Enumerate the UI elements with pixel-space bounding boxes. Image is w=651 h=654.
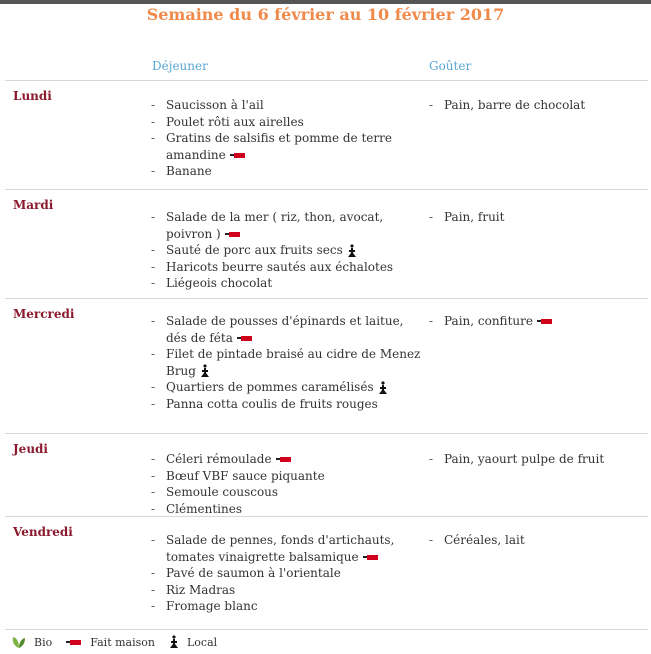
day-label: Lundi bbox=[13, 89, 52, 103]
menu-item bbox=[429, 451, 644, 468]
menu-item bbox=[429, 209, 644, 226]
menu-item bbox=[151, 396, 421, 413]
menu-item-label: Salade de pousses d'épinards et laitue, dés de féta bbox=[166, 314, 404, 345]
menu-item-label: Sauté de porc aux fruits secs bbox=[166, 243, 343, 257]
legend-item bbox=[66, 636, 155, 649]
gouter-cell bbox=[429, 451, 644, 468]
menu-item bbox=[429, 313, 644, 330]
day-row-mercredi bbox=[5, 299, 648, 434]
menu-item bbox=[151, 598, 421, 615]
menu-item-label: Pain, confiture bbox=[444, 314, 533, 328]
day-row-mardi bbox=[5, 190, 648, 299]
fait-maison-icon bbox=[230, 151, 246, 160]
menu-item bbox=[429, 532, 644, 549]
menu-item bbox=[151, 346, 421, 379]
menu-item bbox=[151, 532, 421, 565]
menu-item bbox=[151, 501, 421, 518]
page-title: Semaine du 6 février au 10 février 2017 bbox=[146, 5, 505, 24]
bio-icon bbox=[12, 636, 30, 649]
day-row-vendredi bbox=[5, 517, 648, 630]
menu-item bbox=[151, 163, 421, 180]
menu-item-label: Céréales, lait bbox=[444, 533, 525, 547]
menu-item-label: Saucisson à l'ail bbox=[166, 98, 264, 112]
menu-item-label: Pain, yaourt pulpe de fruit bbox=[444, 452, 605, 466]
menu-item bbox=[151, 209, 421, 242]
local-icon bbox=[200, 364, 210, 378]
legend-label: Bio bbox=[34, 635, 53, 649]
day-label: Mardi bbox=[13, 198, 54, 212]
gouter-cell bbox=[429, 97, 644, 114]
menu-item bbox=[151, 565, 421, 582]
dejeuner-list bbox=[151, 451, 421, 517]
menu-item bbox=[151, 97, 421, 114]
menu-item-label: Salade de la mer ( riz, thon, avocat, poivron ) bbox=[166, 210, 384, 241]
fait-maison-icon bbox=[66, 638, 86, 647]
menu-item-label: Gratins de salsifis et pomme de terre amandine bbox=[166, 131, 392, 162]
top-border bbox=[0, 0, 651, 4]
menu-item bbox=[151, 114, 421, 131]
local-icon bbox=[378, 381, 388, 395]
local-icon bbox=[169, 635, 183, 649]
menu-item-label: Céleri rémoulade bbox=[166, 452, 272, 466]
menu-item-label: Pavé de saumon à l'orientale bbox=[166, 566, 341, 580]
menu-item bbox=[151, 468, 421, 485]
gouter-list bbox=[429, 209, 644, 226]
menu-item-label: Liégeois chocolat bbox=[166, 276, 273, 290]
day-row-lundi bbox=[5, 81, 648, 190]
day-label: Jeudi bbox=[13, 442, 48, 456]
menu-item-label: Riz Madras bbox=[166, 582, 236, 597]
dejeuner-cell bbox=[151, 97, 421, 180]
gouter-cell bbox=[429, 209, 644, 226]
menu-item-label: Semoule couscous bbox=[166, 485, 279, 499]
menu-item bbox=[151, 484, 421, 501]
menu-item-label: Filet de pintade braisé au cidre de Menez Brug bbox=[166, 347, 421, 378]
legend-label: Fait maison bbox=[90, 635, 155, 649]
menu-item bbox=[429, 97, 644, 114]
menu-item-label: Quartiers de pommes caramélisés bbox=[166, 380, 374, 394]
dejeuner-cell bbox=[151, 209, 421, 292]
menu-item bbox=[151, 242, 421, 259]
menu-item bbox=[151, 451, 421, 468]
menu-table bbox=[5, 80, 648, 630]
menu-item-label: Pain, fruit bbox=[444, 210, 505, 224]
menu-item bbox=[151, 379, 421, 396]
dejeuner-list bbox=[151, 97, 421, 180]
dejeuner-cell bbox=[151, 532, 421, 615]
menu-item-label: Salade de pennes, fonds d'artichauts, tomates vinaigrette balsamique bbox=[166, 533, 395, 564]
dejeuner-cell bbox=[151, 451, 421, 517]
legend-item bbox=[169, 635, 217, 649]
gouter-list bbox=[429, 451, 644, 468]
gouter-list bbox=[429, 97, 644, 114]
fait-maison-icon bbox=[537, 317, 553, 326]
dejeuner-list bbox=[151, 209, 421, 292]
day-row-jeudi bbox=[5, 434, 648, 517]
gouter-list bbox=[429, 313, 644, 330]
menu-item-label: Fromage blanc bbox=[166, 599, 258, 613]
menu-item-label: Panna cotta coulis de fruits rouges bbox=[166, 396, 378, 411]
menu-item bbox=[151, 275, 421, 292]
local-icon bbox=[347, 244, 357, 258]
fait-maison-icon bbox=[276, 455, 292, 464]
legend-item bbox=[12, 636, 52, 649]
dejeuner-list bbox=[151, 313, 421, 412]
fait-maison-icon bbox=[363, 553, 379, 562]
menu-item-label: Clémentines bbox=[166, 501, 242, 516]
column-header-dejeuner: Déjeuner bbox=[152, 59, 208, 73]
menu-item-label: Pain, barre de chocolat bbox=[444, 98, 586, 112]
menu-item bbox=[151, 130, 421, 163]
menu-item bbox=[151, 313, 421, 346]
menu-item bbox=[151, 259, 421, 276]
legend-label: Local bbox=[186, 635, 218, 649]
column-header-gouter: Goûter bbox=[429, 59, 472, 73]
menu-item bbox=[151, 582, 421, 599]
gouter-list bbox=[429, 532, 644, 549]
fait-maison-icon bbox=[237, 334, 253, 343]
day-label: Vendredi bbox=[13, 525, 73, 539]
fait-maison-icon bbox=[225, 230, 241, 239]
menu-item-label: Bœuf VBF sauce piquante bbox=[166, 468, 325, 483]
dejeuner-list bbox=[151, 532, 421, 615]
menu-item-label: Poulet rôti aux airelles bbox=[166, 114, 304, 129]
menu-item-label: Banane bbox=[166, 164, 212, 178]
day-label: Mercredi bbox=[13, 307, 75, 321]
gouter-cell bbox=[429, 313, 644, 330]
legend bbox=[12, 635, 231, 649]
dejeuner-cell bbox=[151, 313, 421, 412]
menu-item-label: Haricots beurre sautés aux échalotes bbox=[166, 259, 394, 274]
gouter-cell bbox=[429, 532, 644, 549]
